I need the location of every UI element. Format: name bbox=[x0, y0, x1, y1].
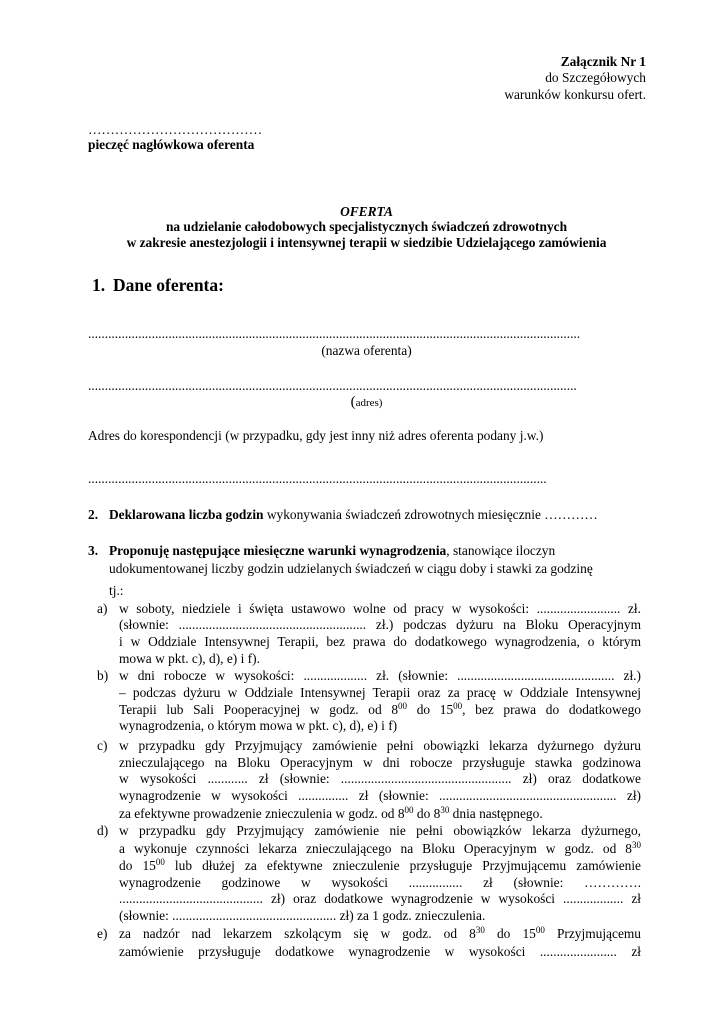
section-3-bold: Proponuję następujące miesięczne warunki wynagrodzenia bbox=[109, 543, 447, 558]
item-d-l2-sup: 30 bbox=[632, 840, 641, 850]
item-c-l5-b: do 8 bbox=[413, 806, 441, 821]
item-a-label: a) bbox=[97, 601, 108, 616]
stamp-label: pieczęć nagłówkowa oferenta bbox=[88, 137, 255, 152]
item-d-l3-sup: 00 bbox=[155, 857, 165, 867]
correspondence-dots: ......................................................................................................................................... bbox=[88, 471, 547, 486]
item-b-l3-c: , bez prawa do dodatkowego bbox=[462, 702, 641, 717]
section-3-text bbox=[109, 543, 555, 559]
item-c-l5-a: za efektywne prowadzenie znieczulenia w godz. od 8 bbox=[119, 806, 405, 821]
item-e-l1-c: Przyjmującemu bbox=[544, 926, 641, 941]
section-1-heading: Dane oferenta: bbox=[113, 275, 224, 295]
item-e-l1-a: za nadzór nad lekarzem szkolącym się w godz. od 8 bbox=[119, 926, 476, 941]
item-d-l3-b: lub dłużej za efektywne znieczulenie przysługuje Przyjmującemu zamówienie bbox=[164, 858, 641, 873]
offer-subtitle-2: w zakresie anestezjologii i intensywnej terapii w siedzibie Udzielającego zamówienia bbox=[126, 235, 607, 250]
name-label: (nazwa oferenta) bbox=[321, 343, 412, 358]
item-d-l3-a: do 15 bbox=[119, 858, 156, 873]
item-d-line-4: wynagrodzenie godzinowe w wysokości ................ zł (słownie: …………. bbox=[119, 875, 641, 890]
section-2-rest: wykonywania świadczeń zdrowotnych miesięcznie ………… bbox=[263, 507, 598, 522]
item-d-line-3 bbox=[119, 858, 641, 874]
address-dots: .................................................................................................................................................. bbox=[88, 378, 577, 393]
section-2-number: 2. bbox=[88, 507, 99, 522]
item-b-l3-sup1: 00 bbox=[398, 701, 408, 711]
item-b-l3-b: do 15 bbox=[407, 702, 454, 717]
item-c-label: c) bbox=[97, 738, 108, 753]
address-paren: ( bbox=[350, 394, 356, 410]
offer-subtitle-1: na udzielanie całodobowych specjalistycznych świadczeń zdrowotnych bbox=[165, 219, 568, 234]
item-a-line-3: i w Oddziale Intensywnej Terapii, bez prawa do dodatkowego wynagrodzenia, o którym bbox=[119, 634, 641, 649]
item-e-l1-sup1: 30 bbox=[475, 925, 485, 935]
item-c-l5-c: dnia następnego. bbox=[449, 806, 543, 821]
correspondence-label: Adres do korespondencji (w przypadku, gdy jest inny niż adres oferenta podany j.w.) bbox=[88, 428, 544, 443]
item-a-line-1: w soboty, niedziele i święta ustawowo wolne od pracy w wysokości: ......................... zł. bbox=[119, 601, 641, 616]
section-2-bold: Deklarowana liczba godzin bbox=[109, 507, 264, 522]
section-3-line-3: tj.: bbox=[109, 583, 124, 598]
item-d-line-5: ........................................... zł) oraz dodatkowe wynagrodzenie w wysokości .................. zł bbox=[119, 891, 641, 906]
section-3-number: 3. bbox=[88, 543, 99, 558]
item-c-line-4: wynagrodzenie w wysokości ............... zł (słownie: ..................................................... zł) bbox=[119, 788, 641, 803]
item-c-l5-sup1: 00 bbox=[404, 805, 414, 815]
section-3-line-2: udokumentowanej liczby godzin udzielanych świadczeń w ciągu doby i stawki za godzinę bbox=[109, 561, 593, 576]
address-label-small: adres) bbox=[355, 397, 383, 409]
item-c-line-3: w wysokości ............ zł (słownie: ................................................... zł) oraz dodatkowe bbox=[119, 771, 641, 786]
name-dots: ................................................................................................................................................... bbox=[88, 326, 581, 341]
item-b-label: b) bbox=[97, 668, 109, 683]
item-d-line-6: (słownie: ................................................. zł) za 1 godz. znieczulenia. bbox=[119, 908, 486, 923]
item-c-line-1: w przypadku gdy Przyjmujący zamówienie pełni obowiązki lekarza dyżurnego dyżuru bbox=[119, 738, 641, 753]
annex-line-2: do Szczegółowych bbox=[545, 70, 646, 85]
item-d-l2-a: a wykonuje czynności lekarza znieczulającego na Bloku Operacyjnym w godz. od 8 bbox=[119, 841, 632, 856]
section-2-text bbox=[109, 507, 598, 523]
item-e-line-2: zamówienie przysługuje dodatkowe wynagrodzenie w wysokości ....................... zł bbox=[119, 944, 641, 959]
item-b-line-1: w dni robocze w wysokości: ................... zł. (słownie: ............................................... zł.) bbox=[119, 668, 641, 683]
stamp-dots: ………………………………… bbox=[88, 122, 263, 137]
annex-title: Załącznik Nr 1 bbox=[560, 54, 646, 69]
address-label bbox=[88, 394, 645, 411]
item-e-l1-b: do 15 bbox=[484, 926, 536, 941]
section-3-rest: , stanowiące iloczyn bbox=[446, 543, 556, 558]
item-e-line-1 bbox=[119, 926, 641, 942]
item-c-l5-sup2: 30 bbox=[440, 805, 450, 815]
item-d-line-2 bbox=[119, 841, 641, 857]
item-c-line-2: znieczulającego na Bloku Operacyjnym w dni robocze przysługuje stawka godzinowa bbox=[119, 755, 641, 770]
offer-title: OFERTA bbox=[340, 204, 393, 219]
item-e-l1-sup2: 00 bbox=[535, 925, 545, 935]
item-e-label: e) bbox=[97, 926, 108, 941]
item-c-line-5 bbox=[119, 806, 641, 822]
item-b-l3-a: Terapii lub Sali Pooperacyjnej w godz. od 8 bbox=[119, 702, 399, 717]
item-b-line-4: wynagrodzenia, o którym mowa w pkt. c), d), e) i f) bbox=[119, 718, 398, 733]
item-b-line-2: – podczas dyżuru w Oddziale Intensywnej Terapii oraz za pracę w Oddziale Intensywnej bbox=[119, 685, 641, 700]
item-a-line-4: mowa w pkt. c), d), e) i f). bbox=[119, 651, 260, 666]
item-a-line-2: (słownie: ........................................................ zł.) podczas dyżuru na Bloku Operacyjnym bbox=[119, 617, 641, 632]
section-1-number: 1. bbox=[92, 275, 106, 295]
item-b-l3-sup2: 00 bbox=[453, 701, 463, 711]
item-b-line-3 bbox=[119, 702, 641, 718]
annex-line-3: warunków konkursu ofert. bbox=[504, 87, 646, 102]
item-d-line-1: w przypadku gdy Przyjmujący zamówienie nie pełni obowiązków lekarza dyżurnego, bbox=[119, 823, 641, 838]
item-d-label: d) bbox=[97, 823, 109, 838]
